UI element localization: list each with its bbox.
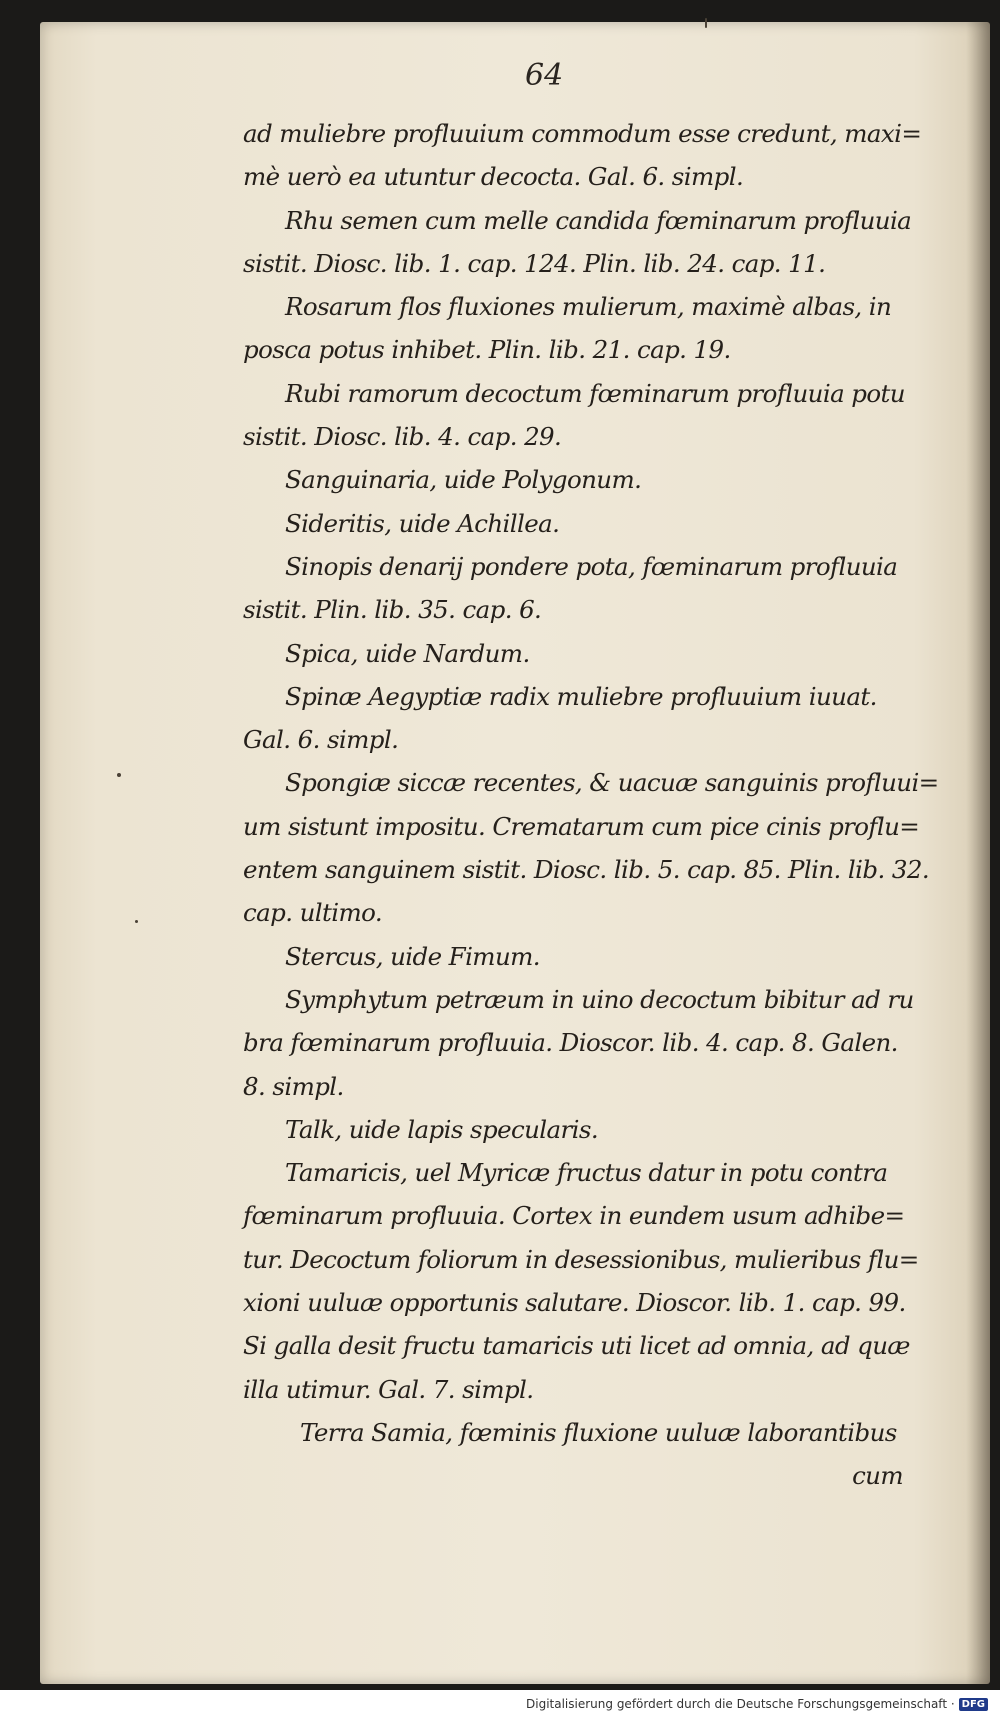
footer-bar	[0, 1690, 1000, 1720]
text-line: sistit. Plin. lib. 35. cap. 6.	[243, 595, 542, 625]
text-line: um sistunt impositu. Crematarum cum pice cinis proflu=	[243, 811, 920, 841]
ink-speck	[117, 773, 121, 777]
spine-shadow	[966, 22, 990, 1684]
text-line: xioni uuluæ opportunis salutare. Dioscor. lib. 1. cap. 99.	[243, 1288, 906, 1318]
text-line: sistit. Diosc. lib. 1. cap. 124. Plin. lib. 24. cap. 11.	[243, 248, 826, 278]
dfg-logo: DFG	[959, 1698, 988, 1711]
text-line: cap. ultimo.	[243, 898, 383, 928]
text-line: Sanguinaria, uide Polygonum.	[285, 465, 642, 495]
text-line: Stercus, uide Fimum.	[285, 941, 540, 971]
catchword: cum	[852, 1461, 903, 1491]
text-line: posca potus inhibet. Plin. lib. 21. cap. 19.	[243, 335, 731, 365]
text-line: bra fœminarum profluuia. Dioscor. lib. 4. cap. 8. Galen.	[243, 1028, 898, 1058]
funding-credit	[526, 1697, 988, 1711]
text-line: Spica, uide Nardum.	[285, 638, 530, 668]
funding-credit-text: Digitalisierung gefördert durch die Deutsche Forschungsgemeinschaft ·	[526, 1697, 955, 1711]
text-line: Spinæ Aegyptiæ radix muliebre profluuium iuuat.	[285, 681, 877, 711]
text-line: fœminarum profluuia. Cortex in eundem usum adhibe=	[243, 1201, 905, 1231]
text-line: Gal. 6. simpl.	[243, 725, 399, 755]
text-line: sistit. Diosc. lib. 4. cap. 29.	[243, 422, 562, 452]
text-line: Tamaricis, uel Myricæ fructus datur in potu contra	[285, 1158, 888, 1188]
page-number: 64	[525, 58, 564, 93]
text-line: Rosarum flos fluxiones mulierum, maximè albas, in	[285, 292, 892, 322]
text-line: mè uerò ea utuntur decocta. Gal. 6. simpl.	[243, 162, 744, 192]
text-line: tur. Decoctum foliorum in desessionibus, mulieribus flu=	[243, 1244, 919, 1274]
text-line: Terra Samia, fœminis fluxione uuluæ laborantibus	[300, 1417, 897, 1447]
text-line: Symphytum petræum in uino decoctum bibitur ad ru	[285, 984, 914, 1014]
text-line: Sideritis, uide Achillea.	[285, 508, 560, 538]
text-line: Talk, uide lapis specularis.	[285, 1114, 599, 1144]
text-line: entem sanguinem sistit. Diosc. lib. 5. cap. 85. Plin. lib. 32.	[243, 855, 930, 885]
text-line: ad muliebre profluuium commodum esse credunt, maxi=	[243, 119, 922, 148]
text-line: Rubi ramorum decoctum fœminarum profluuia potu	[285, 378, 905, 408]
text-line: illa utimur. Gal. 7. simpl.	[243, 1374, 534, 1404]
page-text	[243, 112, 939, 1498]
text-line: Rhu semen cum melle candida fœminarum profluuia	[285, 205, 912, 235]
ink-speck	[135, 920, 138, 923]
text-line: 8. simpl.	[243, 1071, 344, 1101]
text-line: Sinopis denarij pondere pota, fœminarum profluuia	[285, 551, 898, 581]
ink-speck	[705, 18, 707, 28]
text-line: Si galla desit fructu tamaricis uti licet ad omnia, ad quæ	[243, 1331, 910, 1361]
text-line: Spongiæ siccæ recentes, & uacuæ sanguinis profluui=	[285, 768, 939, 798]
